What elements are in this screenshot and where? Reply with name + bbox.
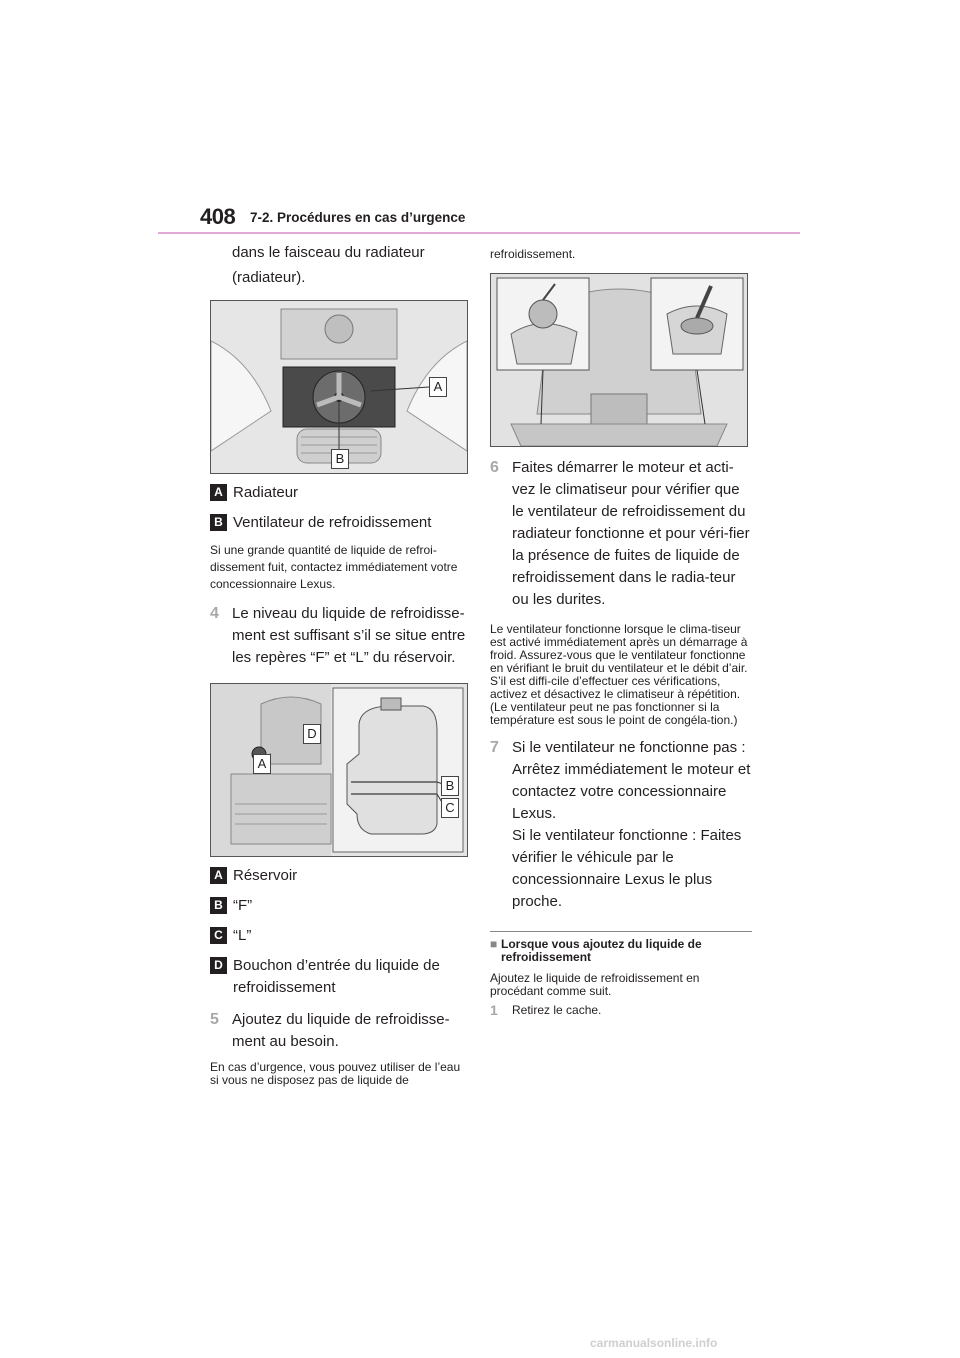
legend-text: “L” [233,927,252,944]
subsection-title: Lorsque vous ajoutez du liquide de refroidissement [501,937,702,964]
radiator-figure [210,300,468,474]
badge-a: A [210,484,227,501]
legend-item [210,895,470,917]
legend-reservoir [210,865,470,999]
badge-b: B [210,897,227,914]
legend-text: “F” [233,897,253,914]
continuation-text: dans le faisceau du radiateur (radiateur). [232,244,425,286]
step-6 [490,457,752,611]
subsection-intro: Ajoutez le liquide de refroidissement en procédant comme suit. [490,971,700,998]
subsection-heading [490,938,752,964]
note-fan: Le ventilateur fonctionne lorsque le clima-tiseur est activé immédiatement après un démarrage à froid. Assurez-vous que le ventilateur fonctionne en vérifiant le bruit du ventilateur et le débit d’air. S’il est diffi-cile d’effectuer ces vérifications, activez et désactivez le climatiseur à répétition. (Le ventilateur peut ne pas fonctionner si la température est sous le point de congéla-tion.) [490,622,748,727]
step-text [512,737,752,913]
legend-text: Ventilateur de refroidissement [233,514,432,531]
substep-1 [490,1002,752,1018]
section-title: 7-2. Procédures en cas d’urgence [250,210,466,225]
coolant-fill-figure [490,273,748,447]
legend-radiator [210,482,470,534]
left-column [210,240,470,1087]
callout-b: B [331,449,349,469]
step-text-fan-on: Si le ventilateur fonctionne : Faites vérifier le véhicule par le concessionnaire Lexus le plus proche. [512,827,742,910]
step-number: 4 [210,605,219,622]
step-text: Faites démarrer le moteur et acti-vez le climatiseur pour vérifier que le ventilateur de refroidissement du radiateur fonctionne et pour véri-fier la présence de fuites de liquide de refroidissement dans le radia-teur ou les durites. [512,459,750,608]
legend-item [210,955,470,999]
callout-c: C [441,798,459,818]
callout-a: A [253,754,271,774]
legend-text: Radiateur [233,484,299,501]
footer-watermark: carmanualsonline.info [590,1336,718,1350]
badge-c: C [210,927,227,944]
note-emergency: En cas d’urgence, vous pouvez utiliser de l’eau si vous ne disposez pas de liquide de [210,1060,461,1087]
step-text: Le niveau du liquide de refroidisse-ment est suffisant s’il se situe entre les repères “F” et “L” du réservoir. [232,605,466,666]
badge-b: B [210,514,227,531]
right-column [490,244,752,1018]
callout-a: A [429,377,447,397]
reservoir-figure [210,683,468,857]
legend-item [210,925,470,947]
legend-text: Réservoir [233,867,298,884]
legend-item [210,482,470,504]
step-number: 1 [490,1002,498,1018]
step-text: Retirez le cache. [512,1003,602,1017]
legend-item [210,865,470,887]
step-4 [210,603,470,669]
coolant-fill-illustration [491,274,747,446]
badge-a: A [210,867,227,884]
continuation-text: refroidissement. [490,247,576,261]
section-divider [490,931,752,932]
step-number: 5 [210,1011,219,1028]
legend-text: Bouchon d’entrée du liquide de refroidissement [233,957,440,996]
step-number: 7 [490,739,499,756]
step-7 [490,737,752,913]
callout-d: D [303,724,321,744]
page-number: 408 [200,204,236,229]
step-number: 6 [490,459,499,476]
step-text: Ajoutez du liquide de refroidisse-ment au besoin. [232,1011,450,1050]
header-rule [158,232,800,234]
badge-d: D [210,957,227,974]
reservoir-illustration [211,684,467,856]
step-5 [210,1009,470,1053]
note-leak: Si une grande quantité de liquide de refroi-dissement fuit, contactez immédiatement votre concessionnaire Lexus. [210,543,458,591]
step-text-fan-off: Si le ventilateur ne fonctionne pas : Arrêtez immédiatement le moteur et contactez votre concessionnaire Lexus. [512,739,751,822]
square-bullet-icon: ■ [490,937,498,951]
legend-item [210,512,470,534]
callout-b: B [441,776,459,796]
